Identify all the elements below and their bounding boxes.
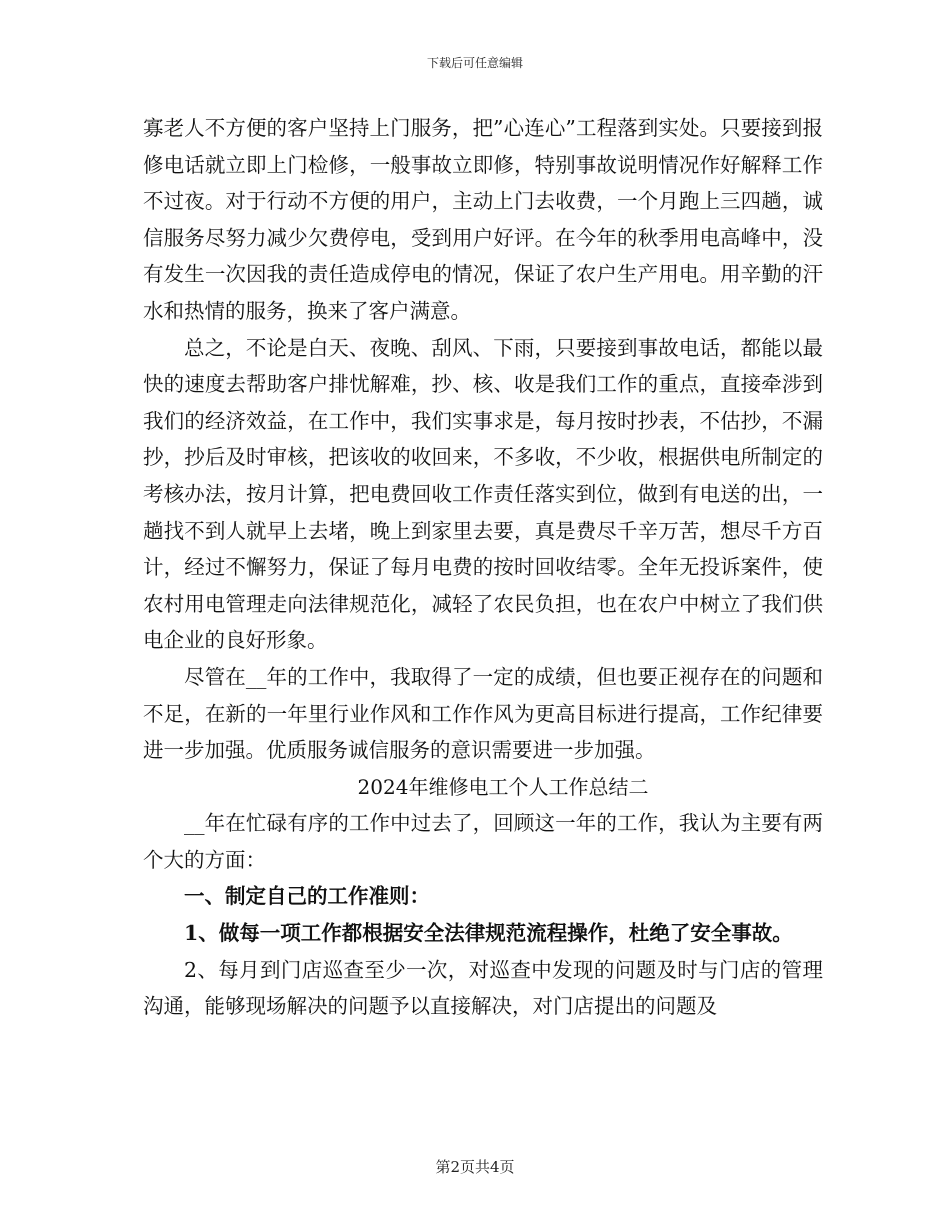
section-intro: __年在忙碌有序的工作中过去了，回顾这一年的工作，我认为主要有两个大的方面： <box>143 811 823 872</box>
principle-item-1: 1、做每一项工作都根据安全法律规范流程操作，杜绝了安全事故。 <box>184 921 793 946</box>
document-body <box>143 110 823 1025</box>
heading-work-principles: 一、制定自己的工作准则： <box>184 884 430 909</box>
paragraph-3: 尽管在__年的工作中，我取得了一定的成绩，但也要正视存在的问题和不足，在新的一年里行业作风和工作作风为更高目标进行提高，工作纪律要进一步加强。优质服务诚信服务的意识需要进一步加强。 <box>143 664 823 763</box>
page-footer: 第2页共4页 <box>435 1158 515 1176</box>
page-header: 下载后可任意编辑 <box>426 56 523 70</box>
principle-item-2: 2、每月到门店巡查至少一次，对巡查中发现的问题及时与门店的管理沟通，能够现场解决的问题予以直接解决，对门店提出的问题及 <box>143 957 823 1019</box>
paragraph-1: 寡老人不方便的客户坚持上门服务，把”心连心”工程落到实处。只要接到报修电话就立即上门检修，一般事故立即修，特别事故说明情况作好解释工作不过夜。对于行动不方便的用户，主动上门去收费，一个月跑上三四趟，诚信服务尽努力减少欠费停电，受到用户好评。在今年的秋季用电高峰中，没有发生一次因我的责任造成停电的情况，保证了农户生产用电。用辛勤的汗水和热情的服务，换来了客户满意。 <box>143 116 823 323</box>
paragraph-2: 总之，不论是白天、夜晚、刮风、下雨，只要接到事故电话，都能以最快的速度去帮助客户排忧解难，抄、核、收是我们工作的重点，直接牵涉到我们的经济效益，在工作中，我们实事求是，每月按时抄表，不估抄，不漏抄，抄后及时审核，把该收的收回来，不多收，不少收，根据供电所制定的考核办法，按月计算，把电费回收工作责任落实到位，做到有电送的出，一趟找不到人就早上去堵，晚上到家里去要，真是费尽千辛万苦，想尽千方百计，经过不懈努力，保证了每月电费的按时回收结零。全年无投诉案件，使农村用电管理走向法律规范化，减轻了农民负担，也在农户中树立了我们供电企业的良好形象。 <box>143 335 823 653</box>
section-title: 2024年维修电工个人工作总结二 <box>357 774 649 799</box>
